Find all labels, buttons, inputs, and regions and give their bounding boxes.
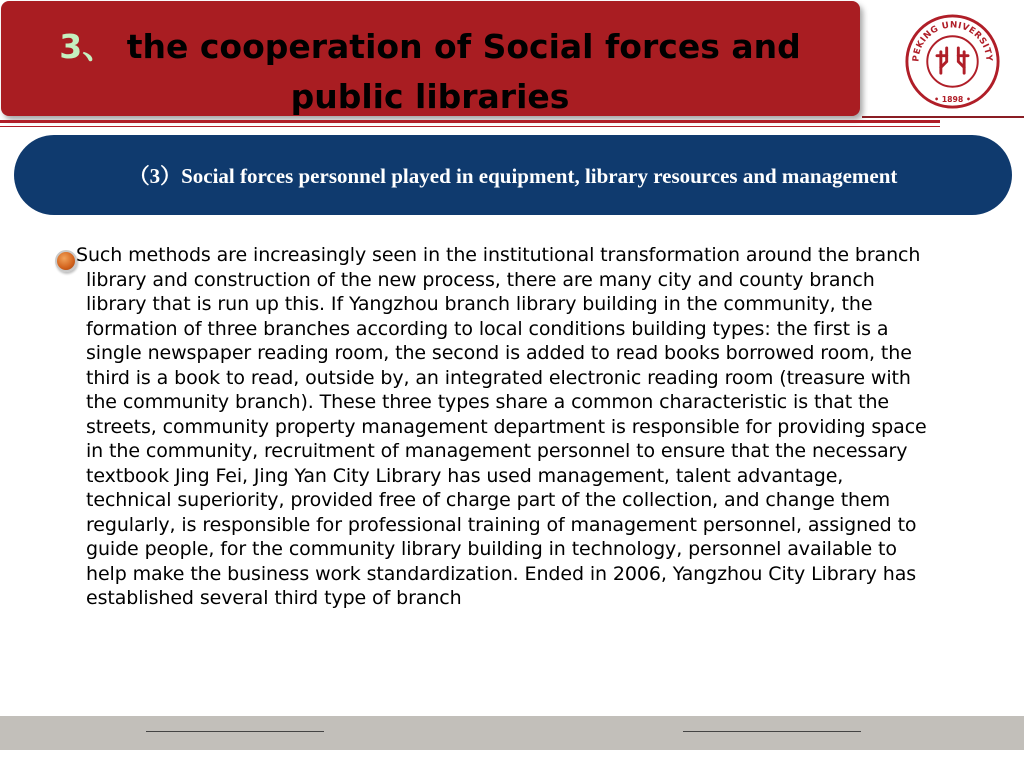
body-paragraph: Such methods are increasingly seen in the institutional transformation around the branch library and construction of the new process, there are many city and county branch library that is run up this. If Yangzhou branch library building in the community, the formation of three branches according to local conditions building types: the first is a single newspaper reading room, the second is added to read books borrowed room, the third is a book to read, outside by, an integrated electronic reading room (treasure with the community branch). These three types share a common characteristic is that the streets, community property management department is responsible for providing space in the community, recruitment of management personnel to ensure that the necessary textbook Jing Fei, Jing Yan City Library has used management, talent advantage, technical superiority, provided free of charge part of the collection, and change them regularly, is responsible for professional training of management personnel, assigned to guide people, for the community library building in technology, personnel available to help make the business work standardization. Ended in 2006, Yangzhou City Library has established several third type of branch bbox=[76, 244, 927, 609]
title-number: 3、 bbox=[59, 27, 116, 66]
footer-line-left bbox=[146, 731, 324, 732]
subtitle-text: （3）Social forces personnel played in equipment, library resources and management bbox=[128, 164, 898, 188]
svg-text:• 1898 •: • 1898 • bbox=[934, 95, 971, 105]
subtitle-banner bbox=[14, 135, 1012, 215]
header-rule-right bbox=[862, 116, 1024, 118]
header-rule-thin bbox=[0, 126, 940, 127]
title-text: the cooperation of Social forces and public libraries bbox=[115, 27, 801, 116]
bullet-icon bbox=[55, 250, 77, 272]
university-seal-logo bbox=[904, 13, 1001, 110]
header-rule-thick bbox=[0, 120, 940, 123]
footer-bar bbox=[0, 716, 1024, 750]
slide-title bbox=[0, 22, 860, 122]
footer-line-right bbox=[683, 731, 861, 732]
svg-text:PEKING UNIVERSITY: PEKING UNIVERSITY bbox=[911, 20, 994, 63]
